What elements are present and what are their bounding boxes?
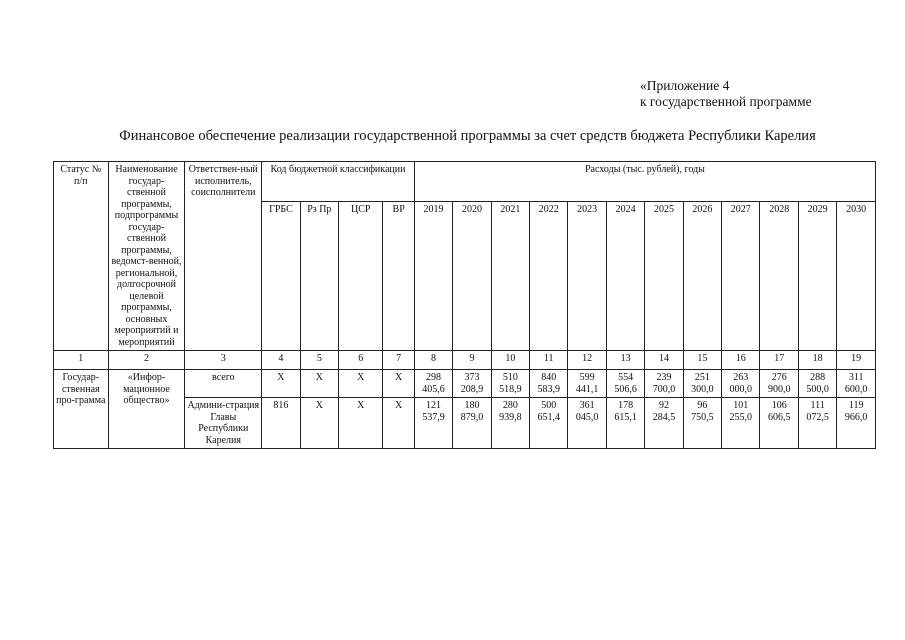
column-number-cell: 9 [453, 351, 491, 370]
row-name: «Инфор-мационное общество» [108, 370, 185, 449]
header-year: 2021 [491, 202, 529, 351]
appendix-line-1: «Приложение 4 [640, 78, 730, 93]
row-value-cell: 311 600,0 [837, 370, 876, 398]
row-code-cell: Х [339, 370, 383, 398]
row-code-cell: Х [300, 398, 338, 449]
row-code-cell: Х [383, 398, 414, 449]
column-number-cell: 5 [300, 351, 338, 370]
header-responsible: Ответствен-ный исполнитель, соисполнители [185, 162, 262, 351]
row-value-cell: 599 441,1 [568, 370, 606, 398]
row-value-cell: 288 500,0 [798, 370, 836, 398]
row-value-cell: 119 966,0 [837, 398, 876, 449]
row-value-cell: 263 000,0 [722, 370, 760, 398]
header-year: 2023 [568, 202, 606, 351]
header-name: Наименование государ-ственной программы, подпрограммы государ-ственной программы, ведомст-венной, региональной, долгосрочной целевой программы, основных мероприятий и мероприятий [108, 162, 185, 351]
header-status: Статус № п/п [54, 162, 109, 351]
column-number-cell: 14 [645, 351, 683, 370]
row-value-cell: 178 615,1 [606, 398, 644, 449]
column-number-cell: 13 [606, 351, 644, 370]
row-value-cell: 361 045,0 [568, 398, 606, 449]
column-number-cell: 12 [568, 351, 606, 370]
header-year: 2025 [645, 202, 683, 351]
row-value-cell: 121 537,9 [414, 398, 452, 449]
row-responsible: всего [185, 370, 262, 398]
header-year: 2019 [414, 202, 452, 351]
header-year: 2027 [722, 202, 760, 351]
column-number-cell: 17 [760, 351, 798, 370]
column-number-cell: 15 [683, 351, 721, 370]
header-code: ВР [383, 202, 414, 351]
column-number-cell: 4 [262, 351, 300, 370]
column-number-cell: 11 [530, 351, 568, 370]
header-year: 2030 [837, 202, 876, 351]
row-responsible: Админи-страция Главы Республики Карелия [185, 398, 262, 449]
header-code: Рз Пр [300, 202, 338, 351]
row-value-cell: 280 939,8 [491, 398, 529, 449]
row-status: Государ-ственная про-грамма [54, 370, 109, 449]
column-number-cell: 1 [54, 351, 109, 370]
row-code-cell: Х [300, 370, 338, 398]
column-number-cell: 7 [383, 351, 414, 370]
column-number-cell: 3 [185, 351, 262, 370]
row-value-cell: 180 879,0 [453, 398, 491, 449]
row-value-cell: 276 900,0 [760, 370, 798, 398]
row-code-cell: 816 [262, 398, 300, 449]
row-value-cell: 96 750,5 [683, 398, 721, 449]
header-year: 2022 [530, 202, 568, 351]
row-value-cell: 510 518,9 [491, 370, 529, 398]
column-number-cell: 18 [798, 351, 836, 370]
column-number-cell: 6 [339, 351, 383, 370]
row-value-cell: 500 651,4 [530, 398, 568, 449]
row-value-cell: 101 255,0 [722, 398, 760, 449]
header-year: 2028 [760, 202, 798, 351]
row-value-cell: 554 506,6 [606, 370, 644, 398]
column-number-row [54, 351, 876, 370]
row-code-cell: Х [262, 370, 300, 398]
document-title: Финансовое обеспечение реализации государственной программы за счет средств бюджета Республики Карелия [119, 128, 816, 144]
row-value-cell: 111 072,5 [798, 398, 836, 449]
financing-table [53, 161, 876, 449]
row-value-cell: 251 300,0 [683, 370, 721, 398]
column-number-cell: 19 [837, 351, 876, 370]
row-code-cell: Х [339, 398, 383, 449]
column-number-cell: 2 [108, 351, 185, 370]
row-value-cell: 106 606,5 [760, 398, 798, 449]
header-year: 2020 [453, 202, 491, 351]
header-expenses: Расходы (тыс. рублей), годы [414, 162, 875, 202]
row-value-cell: 373 208,9 [453, 370, 491, 398]
header-year: 2024 [606, 202, 644, 351]
row-code-cell: Х [383, 370, 414, 398]
column-number-cell: 10 [491, 351, 529, 370]
column-number-cell: 8 [414, 351, 452, 370]
row-value-cell: 92 284,5 [645, 398, 683, 449]
row-value-cell: 239 700,0 [645, 370, 683, 398]
header-year: 2029 [798, 202, 836, 351]
row-value-cell: 840 583,9 [530, 370, 568, 398]
table-row [54, 370, 876, 398]
header-code: ГРБС [262, 202, 300, 351]
column-number-cell: 16 [722, 351, 760, 370]
appendix-line-2: к государственной программе [640, 94, 812, 109]
header-year: 2026 [683, 202, 721, 351]
header-budget-code: Код бюджетной классификации [262, 162, 415, 202]
row-value-cell: 298 405,6 [414, 370, 452, 398]
appendix-label [640, 78, 812, 110]
header-row-1 [54, 162, 876, 202]
header-code: ЦСР [339, 202, 383, 351]
